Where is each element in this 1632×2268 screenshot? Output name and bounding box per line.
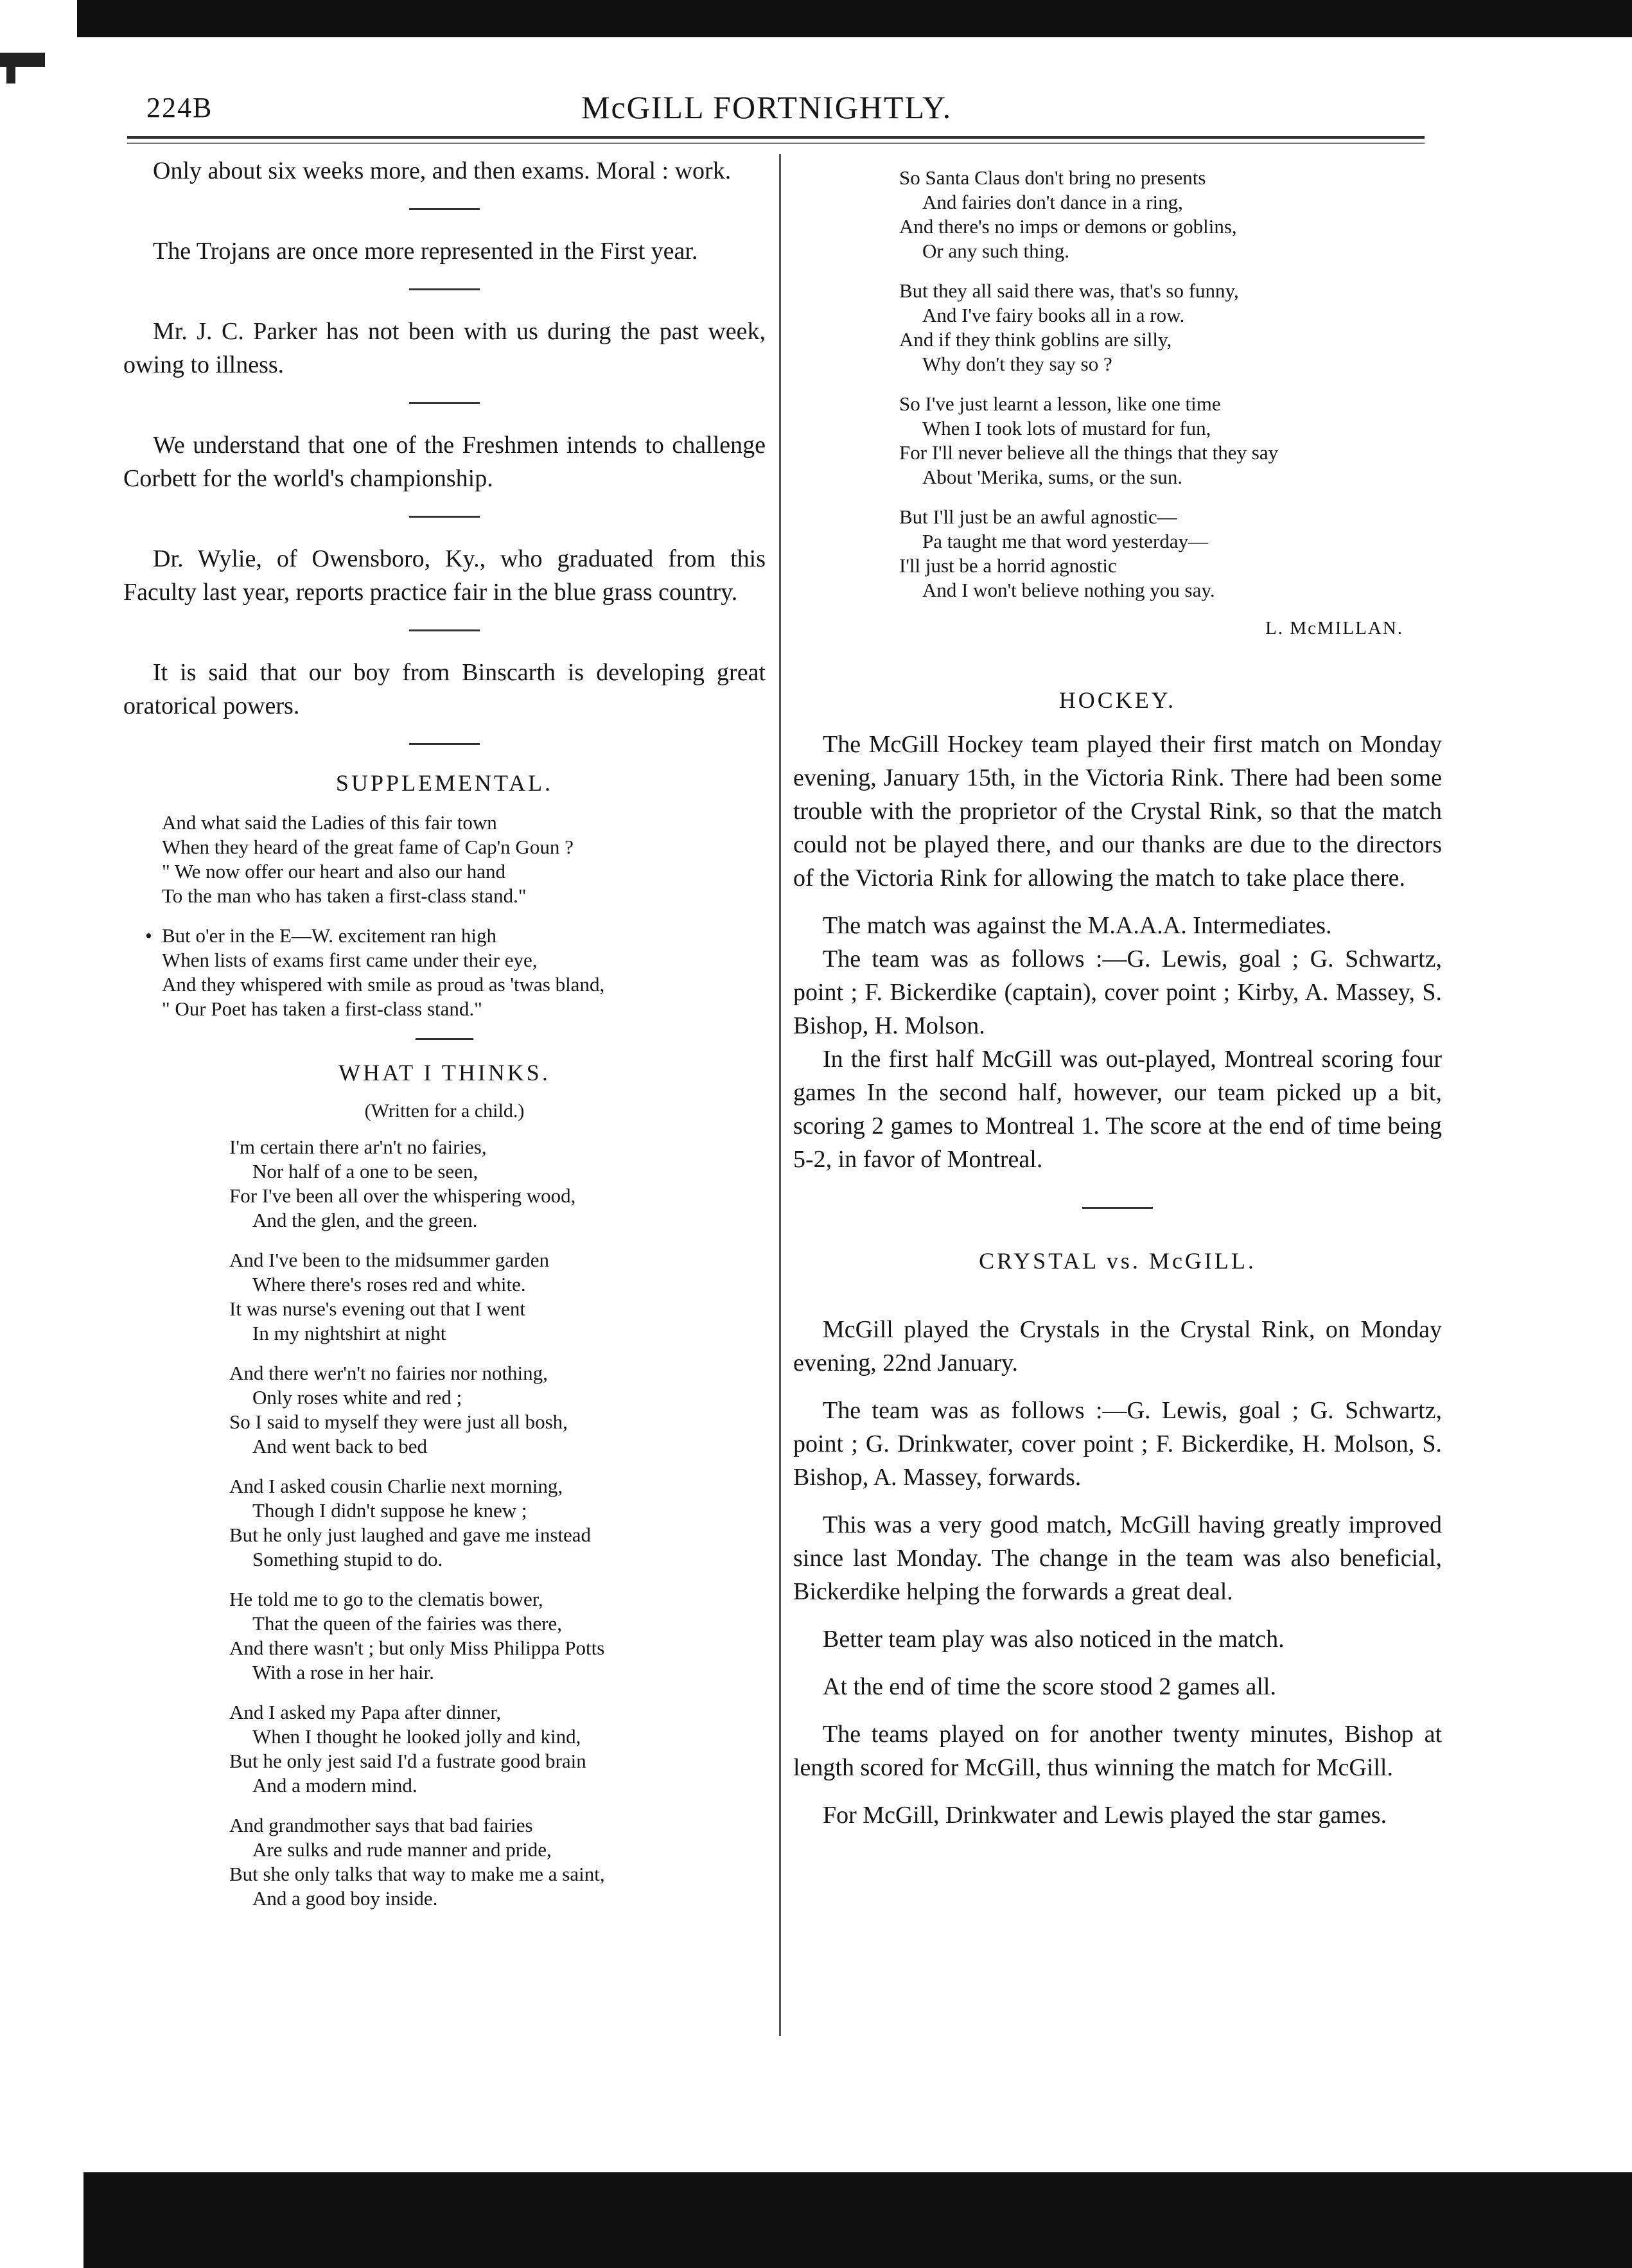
verse-line: So I've just learnt a lesson, like one time <box>899 392 1221 415</box>
verse-line: And I've fairy books all in a row. <box>922 304 1185 326</box>
verse-line: Pa taught me that word yesterday— <box>922 530 1209 552</box>
poem-body <box>123 1135 766 1911</box>
verse-line: But she only talks that way to make me a saint, <box>229 1863 605 1885</box>
article-paragraph: McGill played the Crystals in the Crystal Rink, on Monday evening, 22nd January. <box>793 1316 1442 1376</box>
section-heading-hockey: HOCKEY. <box>1058 687 1177 713</box>
separator <box>416 1038 473 1040</box>
stanza <box>162 924 766 1021</box>
verse-line: When lists of exams first came under their eye, <box>162 949 538 971</box>
news-note: Dr. Wylie, of Owensboro, Ky., who graduated from this Faculty last year, reports practice fair in the blue grass country. <box>123 545 766 606</box>
supplemental-verse <box>123 811 766 1021</box>
verse-line: " Our Poet has taken a first-class stand." <box>162 998 482 1020</box>
verse-line: And I asked my Papa after dinner, <box>229 1701 502 1723</box>
verse-line: Though I didn't suppose he knew ; <box>252 1499 527 1522</box>
verse-line: When they heard of the great fame of Cap'n Goun ? <box>162 836 574 858</box>
stanza <box>229 1700 766 1798</box>
stanza <box>899 279 1442 376</box>
verse-line: And if they think goblins are silly, <box>899 328 1172 351</box>
news-note: It is said that our boy from Binscarth is developing great oratorical powers. <box>123 659 766 719</box>
verse-line: But he only jest said I'd a fustrate good brain <box>229 1750 586 1772</box>
verse-line: And I won't believe nothing you say. <box>922 579 1215 601</box>
verse-line: So I said to myself they were just all bosh, <box>229 1411 568 1433</box>
separator <box>409 288 480 290</box>
header-rule <box>127 143 1425 144</box>
article-paragraph: The team was as follows :—G. Lewis, goal ; G. Schwartz, point ; F. Bickerdike (captain), cover point ; Kirby, A. Massey, S. Bishop, H. Molson. <box>793 945 1442 1039</box>
page-number: 224B <box>146 92 213 123</box>
verse-line: And there's no imps or demons or goblins, <box>899 215 1237 238</box>
verse-line: That the queen of the fairies was there, <box>252 1612 563 1635</box>
verse-line: Something stupid to do. <box>252 1548 443 1570</box>
article-paragraph: In the first half McGill was out-played, Montreal scoring four games In the second half, however, our team picked up a bit, scoring 2 games to Montreal 1. The score at the end of time being 5-2, in favor of Montreal. <box>793 1046 1442 1173</box>
verse-line: I'll just be a horrid agnostic <box>899 554 1117 577</box>
page-title: McGILL FORTNIGHTLY. <box>581 89 952 125</box>
verse-line: And there wer'n't no fairies nor nothing, <box>229 1362 548 1384</box>
stanza <box>899 166 1442 263</box>
scan-top-border <box>77 0 1632 37</box>
article-paragraph: At the end of time the score stood 2 games all. <box>823 1673 1276 1700</box>
verse-line: Are sulks and rude manner and pride, <box>252 1838 552 1861</box>
verse-line: But I'll just be an awful agnostic— <box>899 505 1177 528</box>
verse-line: And there wasn't ; but only Miss Philippa Potts <box>229 1637 605 1659</box>
separator <box>409 208 480 210</box>
news-note: Only about six weeks more, and then exams. Moral : work. <box>153 157 732 184</box>
stanza <box>899 392 1442 489</box>
verse-line: With a rose in her hair. <box>252 1661 434 1683</box>
verse-line: He told me to go to the clematis bower, <box>229 1588 543 1610</box>
verse-line: But they all said there was, that's so funny, <box>899 279 1239 302</box>
stanza <box>229 1135 766 1233</box>
verse-line: When I thought he looked jolly and kind, <box>252 1725 581 1748</box>
verse-line: For I'll never believe all the things that they say <box>899 441 1279 464</box>
separator <box>409 402 480 404</box>
header-rule <box>127 136 1425 139</box>
news-note: The Trojans are once more represented in the First year. <box>153 238 698 265</box>
verse-line: • But o'er in the E—W. excitement ran high <box>162 924 766 948</box>
verse-line: And what said the Ladies of this fair town <box>162 811 497 834</box>
right-column <box>793 154 1442 1832</box>
section-heading-crystal: CRYSTAL vs. McGILL. <box>979 1248 1256 1274</box>
news-note: We understand that one of the Freshmen intends to challenge Corbett for the world's championship. <box>123 432 766 492</box>
scan-margin-mark <box>6 64 15 84</box>
stanza <box>162 811 766 908</box>
article-paragraph: This was a very good match, McGill having greatly improved since last Monday. The change in the team was also beneficial, Bickerdike helping the forwards a great deal. <box>793 1511 1442 1605</box>
verse-line: To the man who has taken a first-class stand." <box>162 884 527 907</box>
verse-line: Or any such thing. <box>922 240 1070 262</box>
verse-line: Only roses white and red ; <box>252 1386 462 1409</box>
stanza <box>229 1587 766 1685</box>
stanza <box>229 1361 766 1459</box>
verse-line: Where there's roses red and white. <box>252 1273 526 1296</box>
article-paragraph: The McGill Hockey team played their first match on Monday evening, January 15th, in the Victoria Rink. There had been some trouble with the proprietor of the Crystal Rink, so that the match could not be played there, and our thanks are due to the directors of the Victoria Rink for allowing the match to take place there. <box>793 731 1442 892</box>
separator <box>409 629 480 631</box>
left-column <box>123 154 766 1926</box>
article-paragraph: The match was against the M.A.A.A. Intermediates. <box>823 912 1332 939</box>
section-heading-supplemental: SUPPLEMENTAL. <box>335 770 554 796</box>
stanza <box>229 1474 766 1572</box>
scan-bottom-border <box>83 2172 1632 2268</box>
verse-line: It was nurse's evening out that I went <box>229 1297 526 1320</box>
verse-line: " We now offer our heart and also our hand <box>162 860 505 883</box>
article-paragraph: Better team play was also noticed in the match. <box>823 1626 1285 1653</box>
verse-line: And the glen, and the green. <box>252 1209 478 1231</box>
separator <box>409 516 480 518</box>
verse-line: For I've been all over the whispering wood, <box>229 1184 576 1207</box>
verse-line: Why don't they say so ? <box>922 353 1112 375</box>
verse-line: I'm certain there ar'n't no fairies, <box>229 1136 487 1158</box>
verse-line: And they whispered with smile as proud as 'twas bland, <box>162 973 605 996</box>
article-paragraph: For McGill, Drinkwater and Lewis played the star games. <box>823 1802 1387 1829</box>
verse-line: And I've been to the midsummer garden <box>229 1249 549 1271</box>
poem-continuation <box>793 154 1442 602</box>
verse-line: And a good boy inside. <box>252 1887 438 1910</box>
poem-signature: L. McMILLAN. <box>1265 618 1403 638</box>
separator <box>409 743 480 745</box>
verse-line: So Santa Claus don't bring no presents <box>899 166 1206 189</box>
verse-line: But he only just laughed and gave me instead <box>229 1524 592 1546</box>
separator <box>1082 1207 1153 1209</box>
verse-line: And fairies don't dance in a ring, <box>922 191 1183 213</box>
verse-line: And I asked cousin Charlie next morning, <box>229 1475 563 1497</box>
article-paragraph: The teams played on for another twenty minutes, Bishop at length scored for McGill, thus winning the match for McGill. <box>793 1721 1442 1781</box>
news-note: Mr. J. C. Parker has not been with us during the past week, owing to illness. <box>123 318 766 378</box>
stanza <box>899 505 1442 602</box>
article-paragraph: The team was as follows :—G. Lewis, goal ; G. Schwartz, point ; G. Drinkwater, cover point ; F. Bickerdike, H. Molson, S. Bishop, A. Massey, forwards. <box>793 1397 1442 1491</box>
verse-line: Nor half of a one to be seen, <box>252 1160 478 1182</box>
stanza <box>229 1813 766 1911</box>
verse-line: When I took lots of mustard for fun, <box>922 417 1211 439</box>
spacer <box>793 639 1442 678</box>
stanza <box>229 1248 766 1346</box>
verse-line: In my nightshirt at night <box>252 1322 446 1344</box>
verse-line: About 'Merika, sums, or the sun. <box>922 466 1183 488</box>
verse-line: And grandmother says that bad fairies <box>229 1814 533 1836</box>
section-heading-poem: WHAT I THINKS. <box>338 1060 550 1086</box>
poem-subtitle: (Written for a child.) <box>364 1100 525 1121</box>
verse-line: And went back to bed <box>252 1435 428 1457</box>
column-divider <box>779 154 781 2036</box>
verse-line: And a modern mind. <box>252 1774 417 1797</box>
